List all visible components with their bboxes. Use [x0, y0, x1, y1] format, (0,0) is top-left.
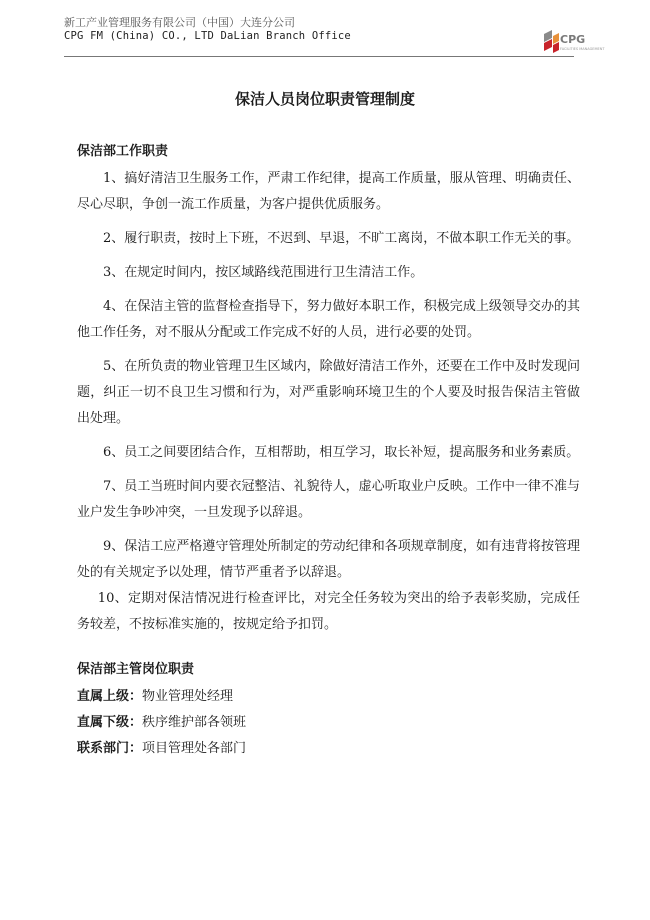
logo-subtext: FACILITIES MANAGEMENT [560, 47, 605, 51]
duty-paragraph-10: 10、定期对保洁情况进行检查评比，对完全任务较为突出的给予表彰奖励，完成任务较差，不按标准实施的，按规定给予扣罚。 [77, 591, 580, 632]
page-header [64, 14, 584, 60]
header-divider [64, 56, 574, 57]
field-contact-department [77, 736, 580, 762]
duty-paragraph-5: 5、在所负责的物业管理卫生区域内，除做好清洁工作外，还要在工作中及时发现问题，纠正一切不良卫生习惯和行为，对严重影响环境卫生的个人要及时报告保洁主管做出处理。 [77, 359, 580, 426]
duty-paragraph-7: 7、员工当班时间内要衣冠整洁、礼貌待人，虚心听取业户反映。工作中一律不准与业户发生争吵冲突，一旦发现予以辞退。 [77, 479, 580, 520]
field-direct-subordinate [77, 710, 580, 736]
section-heading-supervisor-duties: 保洁部主管岗位职责 [77, 662, 195, 677]
company-name-cn: 新工产业管理服务有限公司（中国）大连分公司 [64, 16, 295, 29]
field-label: 直属上级： [77, 689, 143, 704]
document-body [77, 142, 580, 762]
duty-paragraph-6: 6、员工之间要团结合作，互相帮助，相互学习，取长补短，提高服务和业务素质。 [103, 445, 580, 460]
duty-paragraph-2: 2、履行职责，按时上下班，不迟到、早退，不旷工离岗，不做本职工作无关的事。 [103, 231, 580, 246]
field-value: 项目管理处各部门 [142, 741, 247, 756]
field-label: 联系部门： [77, 741, 143, 756]
duty-paragraph-1: 1、搞好清洁卫生服务工作，严肃工作纪律，提高工作质量，服从管理、明确责任、尽心尽职，争创一流工作质量，为客户提供优质服务。 [77, 171, 580, 212]
field-value: 物业管理处经理 [142, 689, 234, 704]
logo-text: CPG [560, 33, 586, 46]
duty-paragraph-3: 3、在规定时间内，按区域路线范围进行卫生清洁工作。 [103, 265, 424, 280]
cpg-logo [542, 26, 605, 64]
duty-paragraph-9: 9、保洁工应严格遵守管理处所制定的劳动纪律和各项规章制度，如有违背将按管理处的有关规定予以处理，情节严重者予以辞退。 [77, 539, 580, 580]
section-heading-cleaning-duties: 保洁部工作职责 [77, 144, 169, 159]
field-value: 秩序维护部各领班 [142, 715, 247, 730]
field-direct-superior [77, 684, 580, 710]
company-name-en: CPG FM (China) CO., LTD DaLian Branch Office [64, 30, 351, 42]
field-label: 直属下级： [77, 715, 143, 730]
document-title: 保洁人员岗位职责管理制度 [234, 90, 415, 108]
cpg-logo-mark-icon [542, 28, 560, 58]
duty-paragraph-4: 4、在保洁主管的监督检查指导下，努力做好本职工作，积极完成上级领导交办的其他工作任务，对不服从分配或工作完成不好的人员，进行必要的处罚。 [77, 299, 580, 340]
